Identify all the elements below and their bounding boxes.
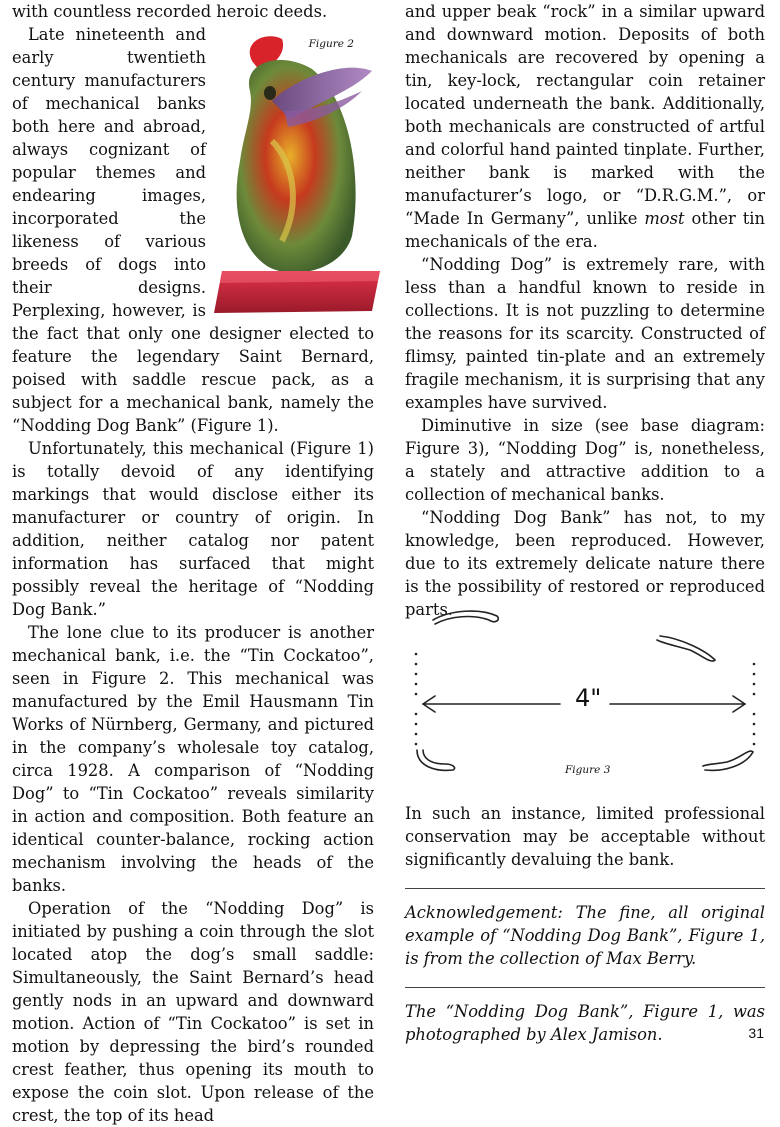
paragraph: The lone clue to its producer is another mechanical bank, i.e. the “Tin Cockatoo”, seen in Figure 2. This mechanical was manufactured by the Emil Hausmann Tin Works of Nürnberg, Germany, and pictured in the company’s wholesale toy catalog, circa 1928. A comparison of “Nodding Dog” to “Tin Cockatoo” reveals similarity in action and composition. Both feature an identical counter-balance, rocking action mechanism involving the heads of the banks. xyxy=(12,623,374,895)
paragraph: In such an instance, limited professional conservation may be acceptable without significantly devaluing the bank. xyxy=(405,804,765,869)
closing-block xyxy=(405,802,765,1046)
divider xyxy=(405,987,765,988)
page-number: 31 xyxy=(748,1025,764,1041)
paragraph: Diminutive in size (see base diagram: Figure 3), “Nodding Dog” is, nonetheless, a stately and attractive addition to a collection of mechanical banks. xyxy=(405,416,765,504)
paragraph: with countless recorded heroic deeds. xyxy=(12,2,328,21)
photo-credit: The “Nodding Dog Bank”, Figure 1, was photographed by Alex Jamison. xyxy=(405,1002,765,1044)
figure-3-caption: Figure 3 xyxy=(565,764,611,776)
paragraph: “Nodding Dog Bank” has not, to my knowledge, been reproduced. However, due to its extremely delicate nature there is the possibility of restored or reproduced parts. xyxy=(405,508,765,619)
text-run: and upper beak “rock” in a similar upward and downward motion. Deposits of both mechanicals are recovered by opening a tin, key-lock, rectangular coin retainer located underneath the bank. Additionally, both mechanicals are constructed of artful and colorful hand painted tinplate. Further, neither bank is marked with the manufacturer’s logo, or “D.R.G.M.”, or “Made In Germany”, unlike xyxy=(405,2,765,228)
acknowledgement: Acknowledgement: The fine, all original example of “Nodding Dog Bank”, Figure 1, is from the collection of Max Berry. xyxy=(405,903,765,968)
text-run: other tin mechanicals of the era. xyxy=(405,209,765,251)
emphasis: most xyxy=(644,209,685,228)
paragraph: “Nodding Dog” is extremely rare, with less than a handful known to reside in collections. It is not puzzling to determine the reasons for its scarcity. Constructed of flimsy, painted tin-plate and an extremely fragile mechanism, it is surprising that any examples have survived. xyxy=(405,255,765,412)
dimension-label: 4" xyxy=(575,684,602,712)
figure-2 xyxy=(212,31,384,321)
left-column xyxy=(12,0,374,1127)
right-column xyxy=(405,0,765,621)
paragraph: Late nineteenth and early twentieth century manufacturers of mechanical banks both here and abroad, always cognizant of popular themes and endearing images, incorporated the likeness of various breeds of dogs into their designs. Perplexing, however, is the fact that only one designer elected to feature the legendary Saint Bernard, poised with saddle rescue pack, as a subject for a mechanical bank, namely the “Nodding Dog Bank” (Figure 1). xyxy=(12,25,374,435)
tin-cockatoo-photo xyxy=(212,31,384,321)
paragraph xyxy=(405,0,765,253)
figure-3-base-diagram xyxy=(405,598,765,790)
divider xyxy=(405,888,765,889)
figure-2-caption: Figure 2 xyxy=(308,38,354,50)
paragraph: Unfortunately, this mechanical (Figure 1) is totally devoid of any identifying markings that would disclose either its manufacturer or country of origin. In addition, neither catalog nor patent information has surfaced that might possibly reveal the heritage of “Nodding Dog Bank.” xyxy=(12,439,374,619)
paragraph: Operation of the “Nodding Dog” is initiated by pushing a coin through the slot located atop the dog’s small saddle: Simultaneously, the Saint Bernard’s head gently nods in an upward and downward motion. Action of “Tin Cockatoo” is set in motion by depressing the bird’s rounded crest feather, thus opening its mouth to expose the coin slot. Upon release of the crest, the top of its head xyxy=(12,899,374,1125)
